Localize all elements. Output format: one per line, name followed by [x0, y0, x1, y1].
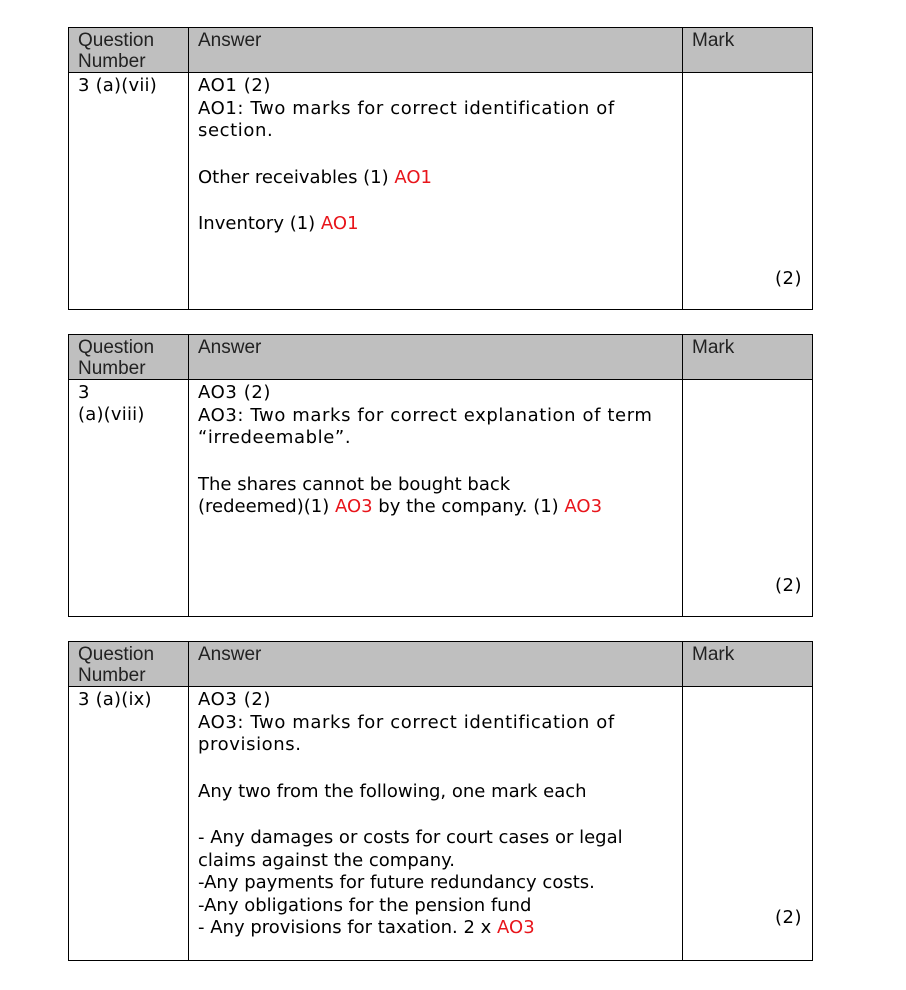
mark-cell	[683, 380, 813, 617]
answer-header: Answer	[189, 28, 683, 73]
ao-heading: AO3 (2)	[198, 689, 272, 710]
question-number-header: Question Number	[69, 28, 189, 73]
mark-header: Mark	[683, 642, 813, 687]
answer-row	[69, 380, 813, 617]
mark-header: Mark	[683, 28, 813, 73]
mark-header: Mark	[683, 335, 813, 380]
ao-heading: AO3 (2)	[198, 382, 272, 403]
question-number-cell: 3 (a)(vii)	[69, 73, 189, 310]
ao-description: AO3: Two marks for correct identification of provisions.	[198, 711, 615, 755]
list-item: -Any obligations for the pension fund	[198, 894, 532, 916]
answer-item: Inventory (1) AO1	[198, 213, 359, 234]
answer-intro: Any two from the following, one mark each	[198, 780, 587, 802]
ao-code: AO3	[334, 496, 373, 517]
ao-code: AO3	[564, 496, 603, 517]
question-number-cell: 3 (a)(ix)	[69, 687, 189, 961]
ao-description: AO3: Two marks for correct explanation of term “irredeemable”.	[198, 404, 653, 448]
answer-row	[69, 73, 813, 310]
answer-row	[69, 687, 813, 961]
question-number-header: Question Number	[69, 335, 189, 380]
list-item: - Any damages or costs for court cases or legal claims against the company.	[198, 827, 623, 871]
mark-value: (2)	[775, 268, 802, 289]
mark-value: (2)	[775, 575, 802, 596]
mark-scheme-table-1	[68, 27, 813, 310]
answer-cell	[189, 73, 683, 310]
question-number-header: Question Number	[69, 642, 189, 687]
ao-code: AO3	[497, 917, 535, 938]
answer-header: Answer	[189, 642, 683, 687]
question-number-cell: 3 (a)(viii)	[69, 380, 189, 617]
header-row	[69, 642, 813, 687]
answer-item: Other receivables (1) AO1	[198, 166, 433, 188]
ao-description: AO1: Two marks for correct identification of section.	[198, 97, 615, 141]
answer-header: Answer	[189, 335, 683, 380]
list-item: -Any payments for future redundancy costs.	[198, 872, 595, 893]
ao-code: AO1	[320, 213, 359, 234]
mark-scheme-table-2	[68, 334, 813, 617]
answer-cell	[189, 687, 683, 961]
answer-text: The shares cannot be bought back (redeemed)(1) AO3 by the company. (1) AO3	[198, 473, 603, 517]
header-row	[69, 335, 813, 380]
mark-value: (2)	[775, 907, 802, 928]
mark-cell	[683, 687, 813, 961]
header-row	[69, 28, 813, 73]
answer-cell	[189, 380, 683, 617]
ao-code: AO1	[394, 166, 433, 188]
mark-cell	[683, 73, 813, 310]
ao-heading: AO1 (2)	[198, 75, 272, 96]
mark-scheme-table-3	[68, 641, 813, 961]
list-item: - Any provisions for taxation. 2 x AO3	[198, 917, 535, 938]
